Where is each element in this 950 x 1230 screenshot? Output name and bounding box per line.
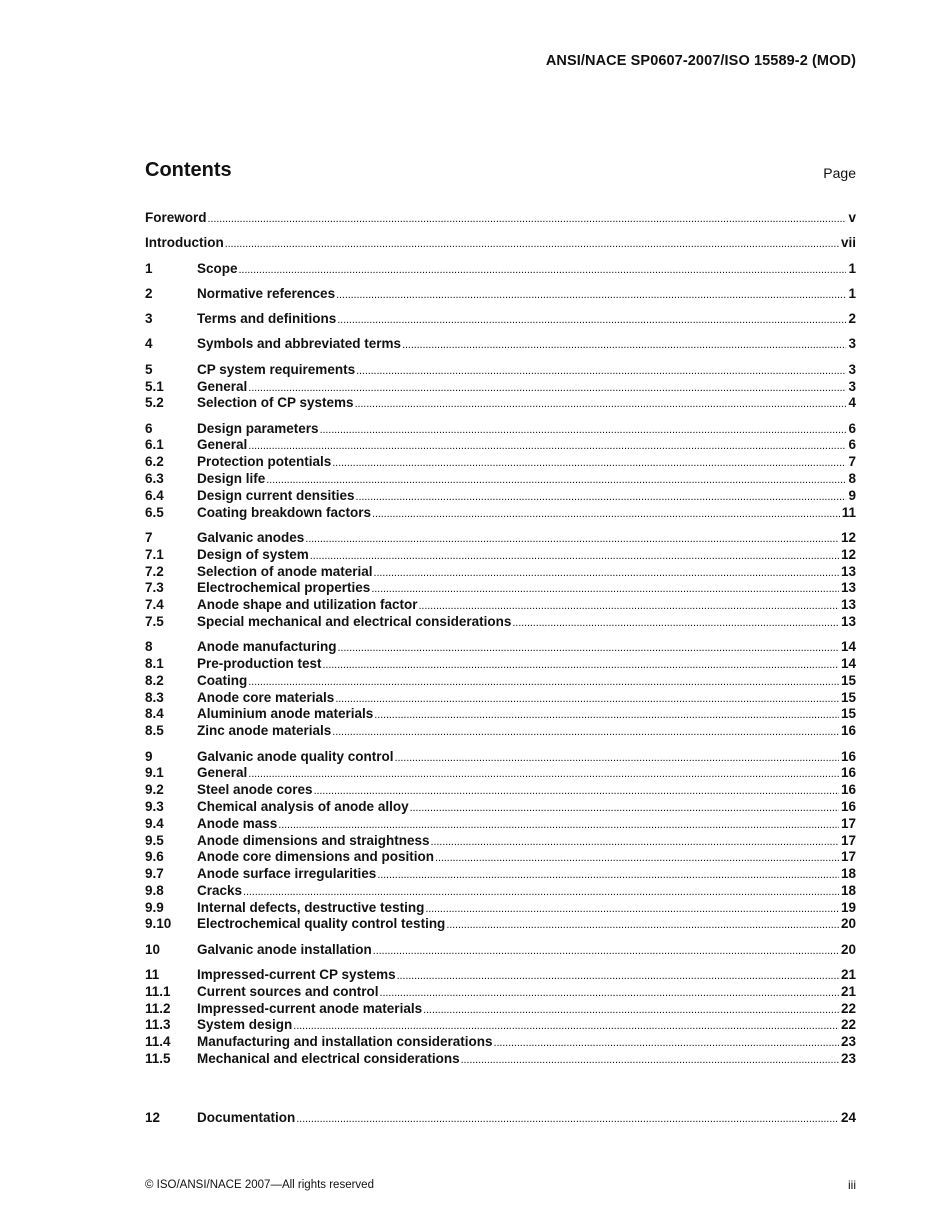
dot-leader — [248, 673, 839, 690]
toc-entry-title: Anode manufacturing — [197, 639, 337, 655]
toc-entry-number: 6.1 — [145, 437, 164, 453]
toc-entry[interactable] — [145, 530, 856, 547]
toc-entry-page: 13 — [840, 580, 856, 596]
toc-entry[interactable] — [145, 967, 856, 984]
dot-leader — [372, 505, 840, 522]
toc-entry[interactable] — [145, 833, 856, 850]
toc-entry[interactable] — [145, 210, 856, 227]
dot-leader — [423, 1001, 839, 1018]
toc-entry-title: Anode mass — [197, 815, 278, 831]
toc-entry-number: 8.1 — [145, 656, 164, 672]
toc-entry[interactable] — [145, 849, 856, 866]
toc-entry-title: Impressed-current CP systems — [197, 967, 396, 983]
toc-entry-page: 14 — [840, 656, 856, 672]
toc-entry-title: Aluminium anode materials — [197, 706, 374, 722]
toc-entry-page: 6 — [848, 420, 856, 436]
dot-leader — [314, 782, 839, 799]
toc-entry-title: Impressed-current anode materials — [197, 1000, 423, 1016]
dot-leader — [293, 1017, 839, 1034]
toc-entry[interactable] — [145, 782, 856, 799]
toc-entry-title: Cracks — [197, 882, 243, 898]
toc-entry-title: Design life — [197, 471, 266, 487]
toc-entry-number: 9.3 — [145, 798, 164, 814]
toc-entry-page: 17 — [840, 849, 856, 865]
toc-entry[interactable] — [145, 580, 856, 597]
toc-entry-number: 3 — [145, 311, 153, 327]
toc-entry-title: Anode surface irregularities — [197, 866, 377, 882]
toc-entry-number: 7.4 — [145, 597, 164, 613]
toc-entry-title: Coating — [197, 672, 248, 688]
toc-entry[interactable] — [145, 505, 856, 522]
toc-entry[interactable] — [145, 690, 856, 707]
toc-entry-page: vii — [840, 235, 856, 251]
toc-entry-page: 6 — [848, 437, 856, 453]
toc-entry-title: Protection potentials — [197, 454, 332, 470]
toc-entry-page: 9 — [848, 487, 856, 503]
dot-leader — [512, 614, 839, 631]
toc-entry-number: 8.3 — [145, 689, 164, 705]
dot-leader — [332, 723, 839, 740]
toc-entry-number: 11.1 — [145, 983, 171, 999]
dot-leader — [374, 706, 839, 723]
toc-entry-page: 22 — [840, 1017, 856, 1033]
toc-entry-title: Electrochemical quality control testing — [197, 916, 446, 932]
toc-entry-title: Current sources and control — [197, 983, 379, 999]
toc-entry-number: 11.5 — [145, 1051, 171, 1067]
dot-leader — [336, 286, 846, 303]
toc-entry-title: Galvanic anodes — [197, 529, 305, 545]
toc-entry-page: 15 — [840, 706, 856, 722]
copyright-footer: © ISO/ANSI/NACE 2007—All rights reserved — [145, 1179, 374, 1191]
toc-entry[interactable] — [145, 454, 856, 471]
toc-entry-title: Manufacturing and installation considerations — [197, 1034, 493, 1050]
toc-entry-number: 10 — [145, 941, 161, 957]
toc-entry-number: 9.6 — [145, 849, 164, 865]
toc-entry[interactable] — [145, 866, 856, 883]
toc-entry[interactable] — [145, 488, 856, 505]
toc-entry-title: Internal defects, destructive testing — [197, 899, 425, 915]
toc-entry[interactable] — [145, 1051, 856, 1068]
toc-entry-page: 16 — [840, 798, 856, 814]
dot-leader — [377, 866, 839, 883]
dot-leader — [371, 580, 839, 597]
dot-leader — [332, 454, 846, 471]
toc-entry[interactable] — [145, 942, 856, 959]
toc-entry[interactable] — [145, 547, 856, 564]
toc-entry-number: 2 — [145, 285, 153, 301]
dot-leader — [305, 530, 839, 547]
toc-entry[interactable] — [145, 1110, 856, 1127]
toc-entry-page: 18 — [840, 882, 856, 898]
toc-entry-page: 2 — [848, 311, 856, 327]
toc-entry-page: 13 — [840, 597, 856, 613]
dot-leader — [310, 547, 839, 564]
toc-entry[interactable] — [145, 706, 856, 723]
toc-entry-number: 8 — [145, 639, 153, 655]
toc-entry-number: 6.2 — [145, 454, 164, 470]
toc-entry-title: Chemical analysis of anode alloy — [197, 798, 409, 814]
toc-entry[interactable] — [145, 597, 856, 614]
toc-entry-title: Selection of anode material — [197, 563, 373, 579]
toc-entry-number: 9.4 — [145, 815, 164, 831]
toc-entry-title: Special mechanical and electrical considerations — [197, 613, 512, 629]
toc-entry-page: 16 — [840, 765, 856, 781]
toc-entry-number: 9 — [145, 748, 153, 764]
toc-entry-page: 4 — [848, 395, 856, 411]
toc-entry-title: Normative references — [197, 285, 336, 301]
toc-entry[interactable] — [145, 916, 856, 933]
toc-entry-title: Introduction — [145, 235, 224, 251]
toc-entry-number: 5 — [145, 361, 153, 377]
toc-entry-title: Anode shape and utilization factor — [197, 597, 418, 613]
toc-entry-page: 8 — [848, 471, 856, 487]
toc-entry-page: 23 — [840, 1051, 856, 1067]
toc-entry[interactable] — [145, 395, 856, 412]
toc-entry-number: 5.2 — [145, 395, 164, 411]
toc-entry-title: Pre-production test — [197, 656, 322, 672]
dot-leader — [296, 1110, 839, 1127]
toc-entry-page: 3 — [848, 361, 856, 377]
toc-entry-number: 7.2 — [145, 563, 164, 579]
toc-entry-number: 9.7 — [145, 866, 164, 882]
dot-leader — [402, 336, 846, 353]
toc-entry[interactable] — [145, 765, 856, 782]
dot-leader — [356, 488, 847, 505]
dot-leader — [248, 437, 846, 454]
toc-entry-number: 11.3 — [145, 1017, 171, 1033]
toc-entry-number: 7.3 — [145, 580, 164, 596]
toc-entry-page: 17 — [840, 832, 856, 848]
toc-entry[interactable] — [145, 437, 856, 454]
toc-entry[interactable] — [145, 362, 856, 379]
toc-entry-number: 5.1 — [145, 378, 164, 394]
dot-leader — [380, 984, 839, 1001]
toc-entry[interactable] — [145, 1001, 856, 1018]
toc-entry-number: 9.5 — [145, 832, 164, 848]
toc-entry-page: 14 — [840, 639, 856, 655]
toc-entry-page: 20 — [840, 916, 856, 932]
toc-entry-page: 21 — [840, 967, 856, 983]
toc-entry[interactable] — [145, 471, 856, 488]
dot-leader — [338, 639, 839, 656]
toc-entry-number: 4 — [145, 336, 153, 352]
toc-entry-number: 7.5 — [145, 613, 164, 629]
toc-entry[interactable] — [145, 900, 856, 917]
toc-entry-page: 22 — [840, 1000, 856, 1016]
toc-entry[interactable] — [145, 816, 856, 833]
toc-entry-number: 8.4 — [145, 706, 164, 722]
toc-entry[interactable] — [145, 286, 856, 303]
toc-entry[interactable] — [145, 883, 856, 900]
page-number: iii — [848, 1178, 856, 1192]
table-of-contents — [145, 210, 856, 1127]
toc-entry-number: 11.4 — [145, 1034, 171, 1050]
toc-entry-page: 23 — [840, 1034, 856, 1050]
dot-leader — [461, 1051, 839, 1068]
toc-entry-page: 1 — [848, 260, 856, 276]
dot-leader — [425, 900, 839, 917]
toc-entry-number: 6.3 — [145, 471, 164, 487]
dot-leader — [431, 833, 839, 850]
toc-entry-page: 18 — [840, 866, 856, 882]
toc-entry-title: Steel anode cores — [197, 782, 313, 798]
toc-entry[interactable] — [145, 311, 856, 328]
toc-entry[interactable] — [145, 1017, 856, 1034]
dot-leader — [335, 690, 839, 707]
toc-entry-page: 15 — [840, 689, 856, 705]
toc-entry-title: General — [197, 437, 248, 453]
toc-entry[interactable] — [145, 749, 856, 766]
dot-leader — [494, 1034, 839, 1051]
toc-entry-number: 8.2 — [145, 672, 164, 688]
toc-entry-title: Anode core dimensions and position — [197, 849, 435, 865]
dot-leader — [410, 799, 839, 816]
dot-leader — [320, 421, 847, 438]
toc-entry[interactable] — [145, 235, 856, 252]
dot-leader — [248, 765, 839, 782]
toc-entry[interactable] — [145, 673, 856, 690]
dot-leader — [355, 395, 847, 412]
toc-entry-title: Galvanic anode quality control — [197, 748, 394, 764]
toc-entry-page: 16 — [840, 723, 856, 739]
dot-leader — [208, 210, 847, 227]
dot-leader — [278, 816, 839, 833]
dot-leader — [395, 749, 839, 766]
toc-entry-number: 9.1 — [145, 765, 164, 781]
toc-entry-page: 7 — [848, 454, 856, 470]
toc-entry-number: 12 — [145, 1109, 161, 1125]
toc-entry-title: Selection of CP systems — [197, 395, 354, 411]
toc-entry-title: Anode core materials — [197, 689, 335, 705]
toc-entry[interactable] — [145, 614, 856, 631]
toc-entry-page: 1 — [848, 285, 856, 301]
dot-leader — [419, 597, 839, 614]
toc-entry-page: 24 — [840, 1109, 856, 1125]
page-column-label: Page — [823, 165, 856, 181]
toc-entry[interactable] — [145, 421, 856, 438]
toc-entry-page: 11 — [841, 504, 856, 520]
toc-entry[interactable] — [145, 639, 856, 656]
dot-leader — [446, 916, 839, 933]
dot-leader — [435, 849, 839, 866]
toc-entry-title: Scope — [197, 260, 238, 276]
toc-entry-page: 12 — [840, 546, 856, 562]
toc-entry-title: System design — [197, 1017, 293, 1033]
toc-entry-number: 7.1 — [145, 546, 164, 562]
toc-entry-page: 13 — [840, 613, 856, 629]
dot-leader — [225, 235, 839, 252]
toc-entry-title: Mechanical and electrical considerations — [197, 1051, 460, 1067]
toc-entry[interactable] — [145, 656, 856, 673]
toc-entry-page: 16 — [840, 782, 856, 798]
dot-leader — [239, 261, 847, 278]
toc-entry-number: 6.5 — [145, 504, 164, 520]
contents-title: Contents — [145, 159, 232, 181]
toc-entry-title: Symbols and abbreviated terms — [197, 336, 402, 352]
toc-entry-page: v — [848, 210, 856, 225]
toc-entry[interactable] — [145, 336, 856, 353]
dot-leader — [337, 311, 846, 328]
toc-entry-number: 6.4 — [145, 487, 164, 503]
toc-entry-number: 1 — [145, 260, 153, 276]
dot-leader — [248, 379, 846, 396]
toc-entry[interactable] — [145, 564, 856, 581]
toc-entry-title: General — [197, 765, 248, 781]
toc-entry-title: Foreword — [145, 210, 207, 225]
toc-entry[interactable] — [145, 799, 856, 816]
toc-entry-page: 21 — [840, 983, 856, 999]
dot-leader — [373, 942, 839, 959]
toc-entry[interactable] — [145, 1034, 856, 1051]
dot-leader — [356, 362, 846, 379]
toc-entry-title: Coating breakdown factors — [197, 504, 372, 520]
toc-entry-title: Documentation — [197, 1109, 296, 1125]
toc-entry-number: 7 — [145, 529, 153, 545]
toc-entry-page: 12 — [840, 529, 856, 545]
dot-leader — [323, 656, 839, 673]
toc-entry-title: Anode dimensions and straightness — [197, 832, 430, 848]
toc-entry-page: 20 — [840, 941, 856, 957]
toc-entry-title: Galvanic anode installation — [197, 941, 372, 957]
toc-entry[interactable] — [145, 261, 856, 278]
toc-entry-page: 17 — [840, 815, 856, 831]
toc-entry-title: Zinc anode materials — [197, 723, 332, 739]
toc-entry-page: 3 — [848, 378, 856, 394]
toc-entry-number: 9.8 — [145, 882, 164, 898]
toc-entry-number: 9.2 — [145, 782, 164, 798]
toc-entry-number: 6 — [145, 420, 153, 436]
toc-entry-page: 15 — [840, 672, 856, 688]
toc-entry-title: General — [197, 378, 248, 394]
toc-entry[interactable] — [145, 984, 856, 1001]
toc-entry-number: 9.9 — [145, 899, 164, 915]
dot-leader — [397, 967, 839, 984]
toc-entry-page: 3 — [848, 336, 856, 352]
toc-entry-number: 9.10 — [145, 916, 172, 932]
toc-entry-page: 13 — [840, 563, 856, 579]
toc-entry-number: 8.5 — [145, 723, 164, 739]
toc-entry-title: Design current densities — [197, 487, 355, 503]
toc-entry-title: Design parameters — [197, 420, 319, 436]
toc-entry-title: Terms and definitions — [197, 311, 337, 327]
toc-entry[interactable] — [145, 379, 856, 396]
toc-entry-title: CP system requirements — [197, 361, 356, 377]
toc-entry-number: 11 — [145, 967, 160, 983]
toc-entry-title: Electrochemical properties — [197, 580, 371, 596]
toc-entry-page: 16 — [840, 748, 856, 764]
toc-entry-number: 11.2 — [145, 1000, 171, 1016]
toc-entry-page: 19 — [840, 899, 856, 915]
toc-entry[interactable] — [145, 723, 856, 740]
page-header: ANSI/NACE SP0607-2007/ISO 15589-2 (MOD) — [545, 53, 856, 69]
dot-leader — [374, 564, 839, 581]
toc-entry-title: Design of system — [197, 546, 309, 562]
dot-leader — [243, 883, 839, 900]
dot-leader — [266, 471, 846, 488]
